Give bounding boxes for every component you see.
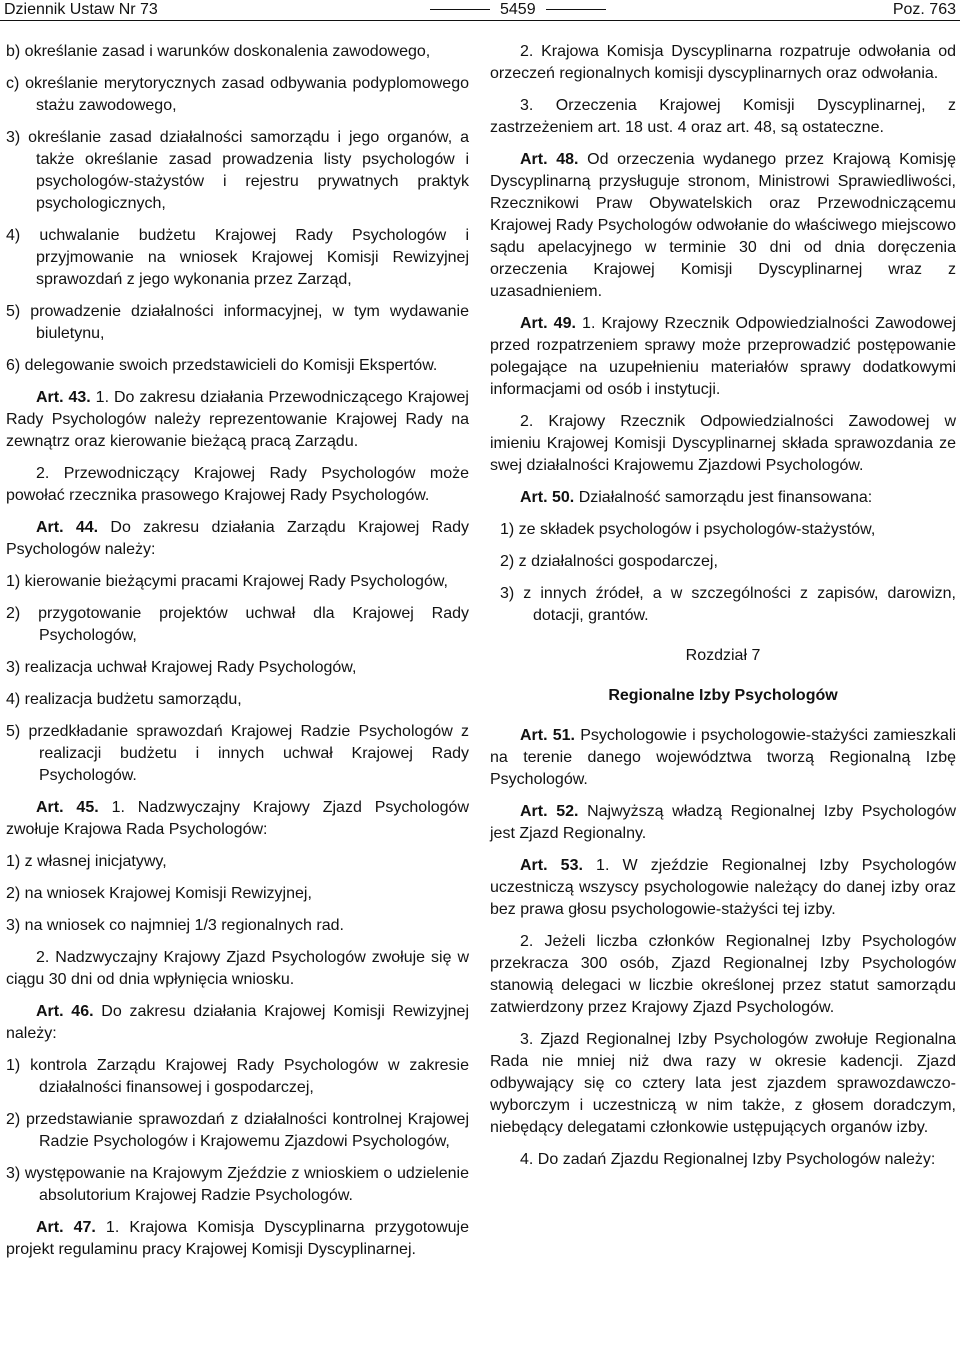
paragraph: 2. Krajowy Rzecznik Odpowiedzialności Zawodowej w imieniu Krajowej Komisji Dyscyplinarnej składa sprawozdania ze swej działalności Krajowemu Zjazdowi Psychologów.	[490, 413, 956, 474]
chapter-title: Regionalne Izby Psychologów	[608, 687, 838, 704]
paragraph: 4. Do zadań Zjazdu Regionalnej Izby Psychologów należy:	[520, 1151, 936, 1168]
paragraph: c) określanie merytorycznych zasad odbywania podyplomowego stażu zawodowego,	[6, 75, 469, 114]
article-text: Psychologowie i psychologowie-stażyści zamieszkali na terenie danego województwa tworzą Regionalną Izbę Psychologów.	[490, 727, 956, 788]
paragraph: 2. Nadzwyczajny Krajowy Zjazd Psychologów zwołuje się w ciągu 30 dni od dnia wpłynięcia wniosku.	[6, 949, 469, 988]
article-49	[490, 313, 956, 401]
article-52	[490, 801, 956, 845]
list-item: 3) realizacja uchwał Krajowej Rady Psychologów,	[6, 659, 357, 676]
article-label: Art. 52.	[520, 803, 579, 820]
list-item: 1) kierowanie bieżącymi pracami Krajowej Rady Psychologów,	[6, 573, 448, 590]
paragraph: 2. Jeżeli liczba członków Regionalnej Izby Psychologów przekracza 300 osób, Zjazd Regionalnej Izby Psychologów stanowią delegaci w liczbie określonej przez statut samorządu zatwierdzony przez Krajowy Zjazd Psychologów.	[490, 933, 956, 1016]
position-number: Poz. 763	[892, 1, 956, 18]
list-item: 2) na wniosek Krajowej Komisji Rewizyjnej,	[6, 885, 312, 902]
article-text: 1. Do zakresu działania Przewodniczącego Krajowej Rady Psychologów należy reprezentowanie Krajowej Rady na zewnątrz oraz kierowanie bieżącą pracą Zarządu.	[6, 389, 469, 450]
article-text: Od orzeczenia wydanego przez Krajową Komisję Dyscyplinarną przysługuje stronom, Ministrowi Sprawiedliwości, Rzecznikowi Praw Obywatelskich oraz Przewodniczącemu Krajowej Rady Psychologów odwołanie do właściwego miejscowo sądu apelacyjnego w terminie 30 dni od dnia doręczenia orzeczenia Krajowej Komisji Dyscyplinarnej wraz z uzasadnieniem.	[490, 151, 957, 300]
list-item: 2) przedstawianie sprawozdań z działalności kontrolnej Krajowej Radzie Psychologów i Krajowemu Zjazdowi Psychologów,	[6, 1111, 469, 1150]
article-label: Art. 48.	[520, 151, 579, 168]
paragraph: 6) delegowanie swoich przedstawicieli do Komisji Ekspertów.	[6, 357, 438, 374]
paragraph: 3. Orzeczenia Krajowej Komisji Dyscyplinarnej, z zastrzeżeniem art. 18 ust. 4 oraz art. 48, są ostateczne.	[490, 97, 956, 136]
right-column	[490, 41, 956, 1181]
list-item: 2) z działalności gospodarczej,	[500, 553, 718, 570]
article-label: Art. 46.	[36, 1003, 94, 1020]
list-item: 4) realizacja budżetu samorządu,	[6, 691, 242, 708]
list-item: 5) przedkładanie sprawozdań Krajowej Radzie Psychologów z realizacji budżetu i innych uchwał Krajowej Rady Psychologów.	[6, 723, 469, 784]
article-label: Art. 53.	[520, 857, 583, 874]
article-label: Art. 51.	[520, 727, 576, 744]
article-label: Art. 47.	[36, 1219, 96, 1236]
paragraph: 3) określanie zasad działalności samorządu i jego organów, a także określanie zasad prowadzenia listy psychologów i psychologów-stażystów i rejestru prywatnych praktyk psychologicznych,	[6, 129, 469, 212]
article-label: Art. 43.	[36, 389, 91, 406]
page-header	[0, 0, 960, 20]
article-53	[490, 855, 956, 921]
journal-title: Dziennik Ustaw Nr 73	[4, 1, 158, 18]
paragraph: 5) prowadzenie działalności informacyjnej, w tym wydawanie biuletynu,	[6, 303, 469, 342]
page-number	[420, 0, 616, 20]
article-47	[6, 1217, 469, 1261]
list-item: 3) z innych źródeł, a w szczególności z zapisów, darowizn, dotacji, grantów.	[500, 585, 956, 624]
chapter-number: Rozdział 7	[685, 647, 761, 664]
article-text: Działalność samorządu jest finansowana:	[574, 489, 873, 506]
article-45	[6, 797, 469, 841]
article-text: 1. W zjeździe Regionalnej Izby Psychologów uczestniczą wszyscy psychologowie należący do danej izby oraz bez prawa głosu psychologowie-stażyści tej izby.	[490, 857, 956, 918]
paragraph: 2. Krajowa Komisja Dyscyplinarna rozpatruje odwołania od orzeczeń regionalnych komisji dyscyplinarnych oraz odwołania.	[490, 43, 956, 82]
article-44	[6, 517, 469, 561]
article-text: Do zakresu działania Krajowej Komisji Rewizyjnej należy:	[6, 1003, 469, 1042]
article-label: Art. 50.	[520, 489, 575, 506]
article-label: Art. 45.	[36, 799, 99, 816]
page-number-value: 5459	[500, 1, 536, 18]
paragraph: 2. Przewodniczący Krajowej Rady Psychologów może powołać rzecznika prasowego Krajowej Rady Psychologów.	[6, 465, 469, 504]
list-item: 3) na wniosek co najmniej 1/3 regionalnych rad.	[6, 917, 344, 934]
article-text: Do zakresu działania Zarządu Krajowej Rady Psychologów należy:	[6, 519, 469, 558]
article-text: 1. Krajowy Rzecznik Odpowiedzialności Zawodowej przed rozpatrzeniem sprawy może przeprowadzić postępowanie polegające na uzupełnieniu materiałów sprawy dodatkowymi informacjami od osób i instytucji.	[490, 315, 956, 398]
left-column	[6, 41, 469, 1271]
article-text: 1. Nadzwyczajny Krajowy Zjazd Psychologów zwołuje Krajowa Rada Psychologów:	[6, 799, 469, 838]
article-48	[490, 149, 956, 303]
header-divider	[0, 20, 960, 21]
list-item: 1) ze składek psychologów i psychologów-stażystów,	[500, 521, 876, 538]
article-text: Najwyższą władzą Regionalnej Izby Psychologów jest Zjazd Regionalny.	[490, 803, 956, 842]
article-label: Art. 49.	[520, 315, 576, 332]
paragraph: 3. Zjazd Regionalnej Izby Psychologów zwołuje Regionalna Rada nie mniej niż dwa razy w okresie kadencji. Zjazd odbywający się co cztery lata jest zjazdem sprawozdawczo-wyborczym i uczestniczą w nim także, z głosem doradczym, niebędący delegatami członkowie ustępujących organów izby.	[490, 1031, 956, 1136]
list-item: 3) występowanie na Krajowym Zjeździe z wnioskiem o udzielenie absolutorium Krajowej Radzie Psychologów.	[6, 1165, 469, 1204]
list-item: 2) przygotowanie projektów uchwał dla Krajowej Rady Psychologów,	[6, 605, 469, 644]
article-51	[490, 725, 956, 791]
article-46	[6, 1001, 469, 1045]
paragraph: b) określanie zasad i warunków doskonalenia zawodowego,	[6, 43, 431, 60]
paragraph: 4) uchwalanie budżetu Krajowej Rady Psychologów i przyjmowanie na wniosek Krajowej Komisji Rewizyjnej sprawozdań z jego wykonania przez Zarząd,	[6, 227, 469, 288]
article-50	[490, 487, 956, 509]
article-text: 1. Krajowa Komisja Dyscyplinarna przygotowuje projekt regulaminu pracy Krajowej Komisji Dyscyplinarnej.	[6, 1219, 469, 1258]
list-item: 1) kontrola Zarządu Krajowej Rady Psychologów w zakresie działalności finansowej i gospodarczej,	[6, 1057, 469, 1096]
article-label: Art. 44.	[36, 519, 99, 536]
article-43	[6, 387, 469, 453]
list-item: 1) z własnej inicjatywy,	[6, 853, 167, 870]
